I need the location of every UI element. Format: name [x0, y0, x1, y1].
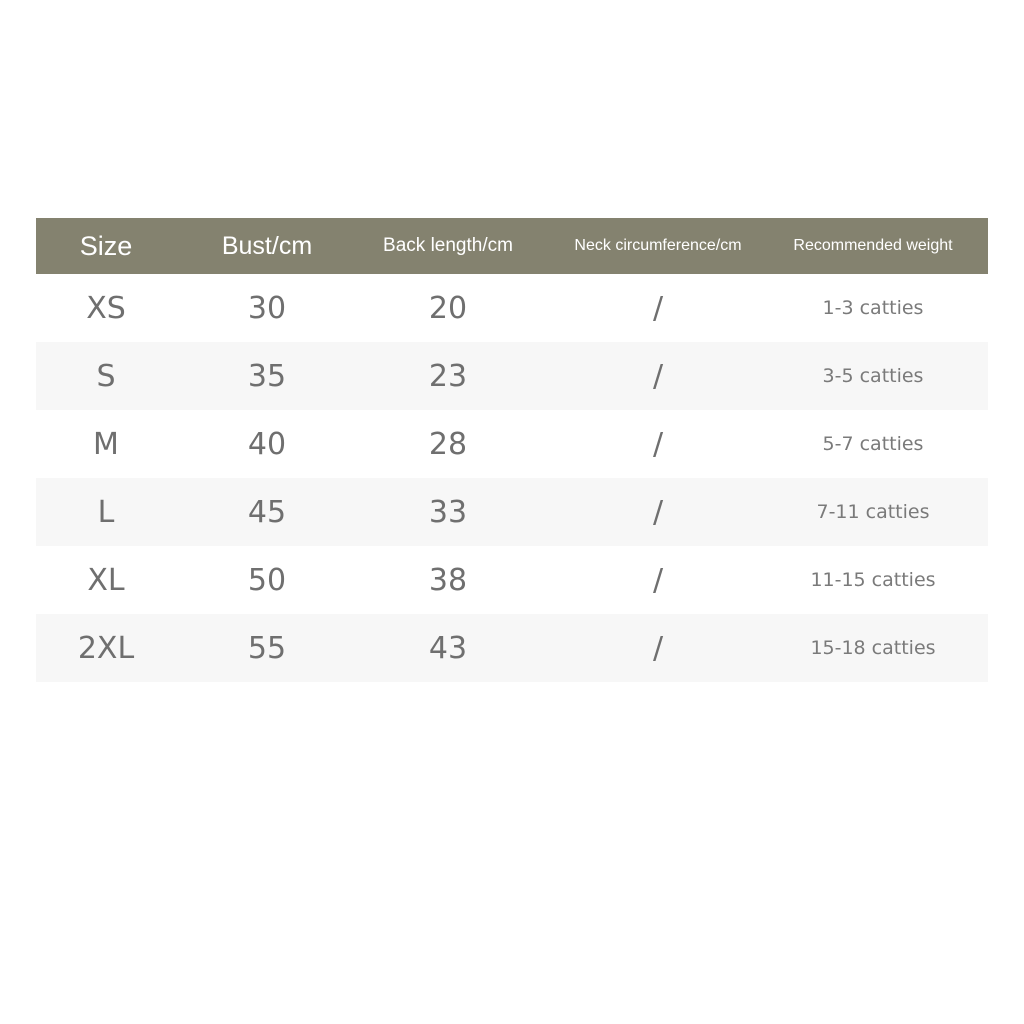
cell-bust: 40 [247, 426, 287, 462]
cell-back-length: 23 [428, 358, 468, 394]
table-row [36, 478, 988, 546]
cell-back-length: 28 [428, 426, 468, 462]
cell-bust: 50 [247, 562, 287, 598]
cell-back-length: 33 [428, 494, 468, 530]
cell-size: M [93, 426, 119, 462]
cell-neck: / [652, 358, 664, 394]
cell-weight: 15-18 catties [810, 637, 936, 659]
cell-bust: 45 [247, 494, 287, 530]
cell-back-length: 43 [428, 630, 468, 666]
cell-neck: / [652, 630, 664, 666]
cell-neck: / [652, 494, 664, 530]
table-row [36, 342, 988, 410]
cell-neck: / [652, 290, 664, 326]
table-row [36, 614, 988, 682]
cell-bust: 55 [247, 630, 287, 666]
header-size: Size [79, 230, 133, 261]
cell-neck: / [652, 562, 664, 598]
cell-bust: 30 [247, 290, 287, 326]
cell-weight: 7-11 catties [816, 501, 930, 523]
size-chart-table [36, 218, 988, 682]
cell-size: XS [86, 290, 126, 326]
table-body [36, 274, 988, 682]
cell-neck: / [652, 426, 664, 462]
table-row [36, 410, 988, 478]
cell-back-length: 38 [428, 562, 468, 598]
cell-back-length: 20 [428, 290, 468, 326]
table-header-row [36, 218, 988, 274]
cell-weight: 11-15 catties [810, 569, 936, 591]
cell-size: L [97, 494, 115, 530]
cell-weight: 1-3 catties [822, 297, 924, 319]
table-row [36, 274, 988, 342]
cell-weight: 3-5 catties [822, 365, 924, 387]
header-neck-circumference: Neck circumference/cm [574, 237, 742, 254]
table-row [36, 546, 988, 614]
cell-weight: 5-7 catties [822, 433, 924, 455]
header-back-length: Back length/cm [383, 235, 513, 256]
header-recommended-weight: Recommended weight [793, 237, 953, 254]
cell-size: XL [87, 562, 125, 598]
cell-size: 2XL [77, 630, 135, 666]
header-bust: Bust/cm [221, 231, 313, 260]
cell-bust: 35 [247, 358, 287, 394]
cell-size: S [96, 358, 116, 394]
